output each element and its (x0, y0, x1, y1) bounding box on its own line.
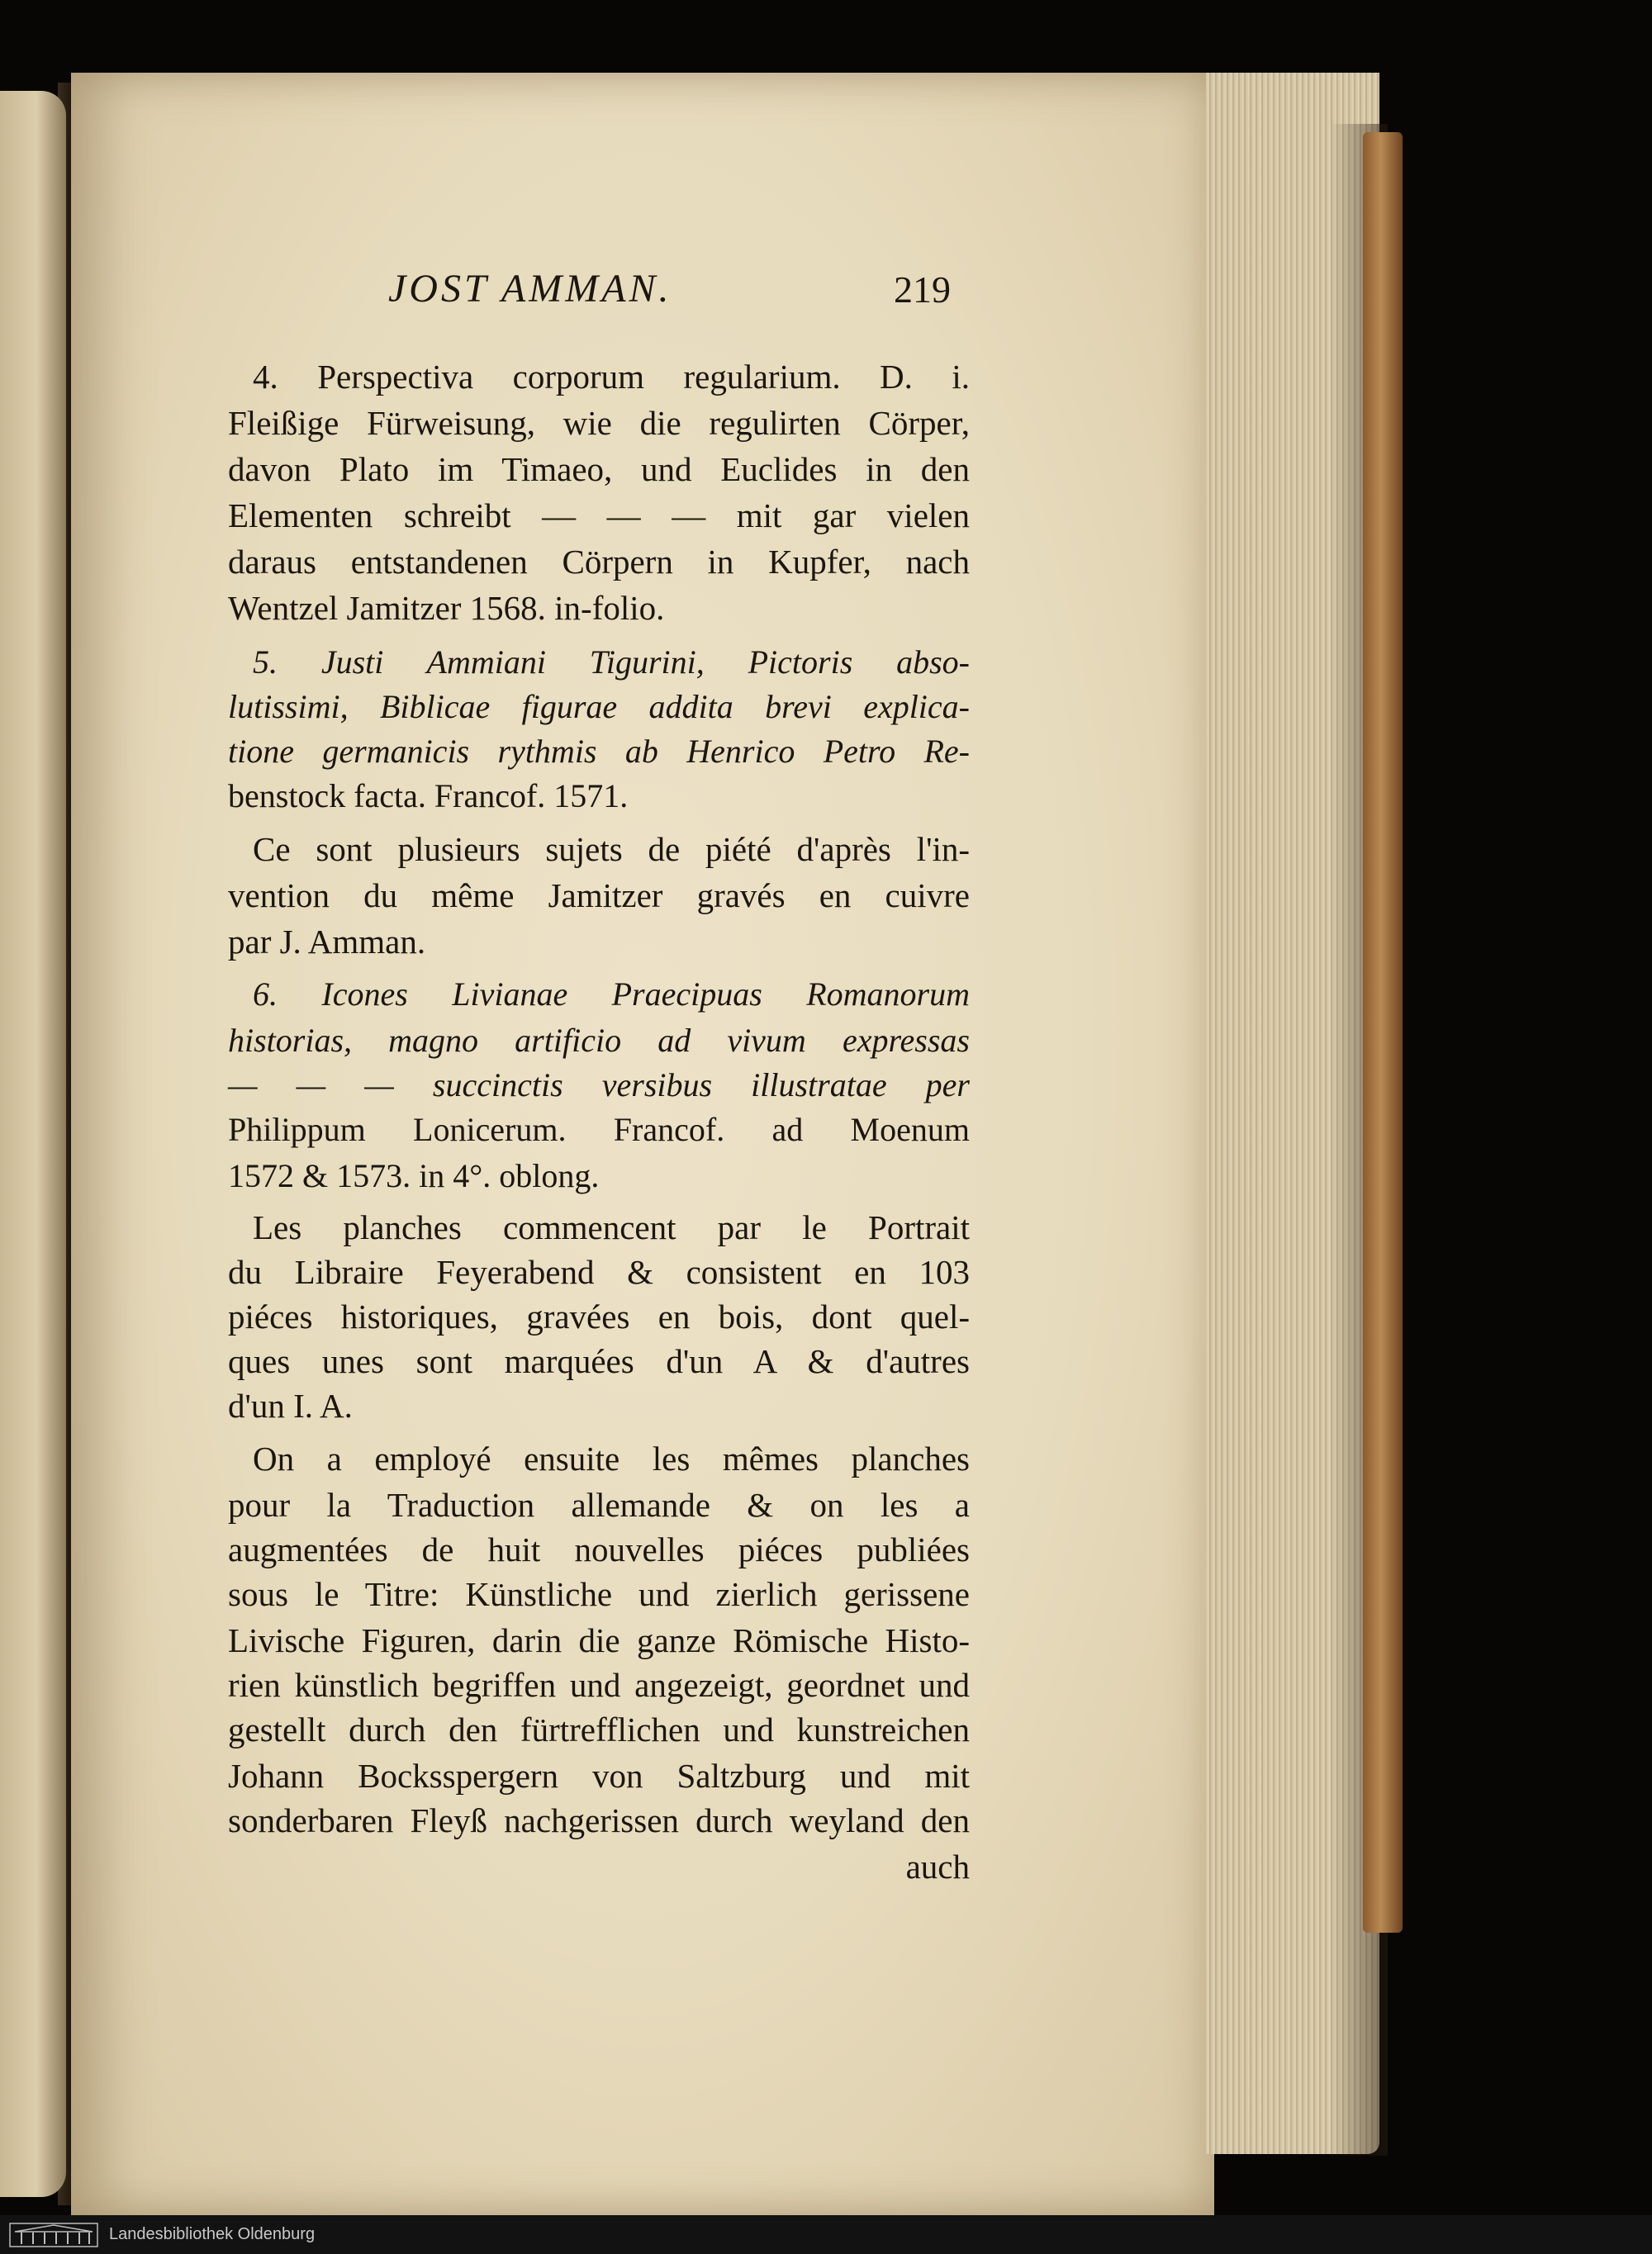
entry-6-note2-line: Johann Bocksspergern von Saltzburg und mit (228, 1757, 970, 1795)
entry-4-line: davon Plato im Timaeo, und Euclides in den (228, 450, 970, 488)
entry-5-line: benstock facta. Francof. 1571. (228, 777, 629, 814)
entry-5-line: tione germanicis rythmis ab Henrico Petro Re- (228, 733, 970, 770)
entry-6-line: Philippum Lonicerum. Francof. ad Moenum (228, 1111, 970, 1148)
entry-6-note2-line: On a employé ensuite les mêmes planches (253, 1440, 970, 1478)
entry-6-line: historias, magno artificio ad vivum expressas (228, 1022, 970, 1059)
entry-6-note-line: Les planches commencent par le Portrait (253, 1208, 970, 1246)
library-name: Landesbibliothek Oldenburg (109, 2225, 316, 2243)
entry-6-line: 6. Icones Livianae Praecipuas Romanorum (253, 975, 970, 1013)
entry-4-line: Wentzel Jamitzer 1568. in-folio. (228, 589, 665, 627)
entry-5-note-line: vention du même Jamitzer gravés en cuivre (228, 876, 970, 914)
entry-5-line: lutissimi, Biblicae figurae addita brevi explica- (228, 688, 970, 725)
page-number: 219 (894, 268, 951, 311)
entry-6-line: 1572 & 1573. in 4°. oblong. (228, 1157, 600, 1194)
library-building-icon (8, 2220, 99, 2248)
entry-4-line: Fleißige Fürweisung, wie die regulirten Cörper, (228, 404, 970, 442)
footer-bar (0, 2215, 1652, 2254)
entry-4-line: Elementen schreibt — — — mit gar vielen (228, 496, 970, 534)
entry-6-note-line: piéces historiques, gravées en bois, dont quel- (228, 1298, 970, 1336)
entry-6-note2-line: gestellt durch den fürtrefflichen und kunstreichen (228, 1711, 970, 1749)
entry-6-note2-line: sonderbaren Fleyß nachgerissen durch weyland den (228, 1801, 970, 1839)
entry-6-line: — — — succinctis versibus illustratae per (228, 1066, 970, 1103)
entry-6-note2-line: pour la Traduction allemande & on les a (228, 1486, 970, 1524)
entry-5-note-line: Ce sont plusieurs sujets de piété d'après l'in- (253, 830, 970, 868)
entry-6-note-line: d'un I. A. (228, 1387, 353, 1425)
catchword: auch (905, 1848, 970, 1886)
entry-6-note2-line: rien künstlich begriffen und angezeigt, geordnet und (228, 1666, 970, 1704)
entry-4-line: daraus entstandenen Cörpern in Kupfer, nach (228, 543, 970, 581)
entry-6-note2-line: sous le Titre: Künstliche und zierlich gerissene (228, 1575, 970, 1613)
running-head: JOST AMMAN. (388, 267, 672, 311)
entry-5-line: 5. Justi Ammiani Tigurini, Pictoris abso- (253, 643, 970, 681)
entry-6-note2-line: Livische Figuren, darin die ganze Römische Histo- (228, 1621, 970, 1659)
entry-5-note-line: par J. Amman. (228, 923, 426, 961)
entry-4-line: 4. Perspectiva corporum regularium. D. i. (253, 358, 970, 396)
entry-6-note2-line: augmentées de huit nouvelles piéces publiées (228, 1530, 970, 1568)
entry-6-note-line: du Libraire Feyerabend & consistent en 103 (228, 1253, 970, 1291)
entry-6-note-line: ques unes sont marquées d'un A & d'autres (228, 1342, 970, 1380)
